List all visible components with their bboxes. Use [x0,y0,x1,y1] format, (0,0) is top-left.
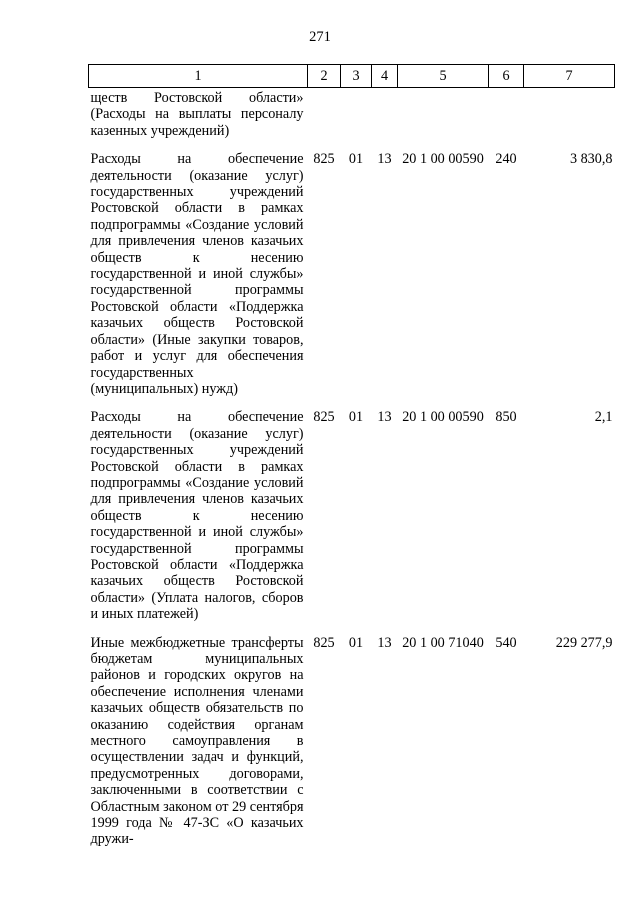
row-target-article [398,88,489,150]
row-description: Иные межбюджетные трансферты бюджетам муниципальных районов и городских округов на обеспечение исполнения членами казачьих обществ обязательств по оказанию содействия органам местного самоуправления в осуществлении задач и функций, предусмотренных договорами, заключенными в соответствии с Областным законом от 29 сентября 1999 года № 47-ЗС «О казачьих дружи- [90,634,304,848]
row-description: Расходы на обеспечение деятельности (оказание услуг) государственных учреждений Ростовской области в рамках подпрограммы «Создание условий для привлечения членов казачьих обществ к несению государственной и иной службы» государственной программы Ростовской области «Поддержка казачьих обществ Ростовской области» (Уплата налогов, сборов и иных платежей) [90,409,304,623]
row-subsection-code: 13 [377,409,392,426]
row-subsection-code: 13 [377,634,392,651]
row-ministry-code: 825 [313,409,335,426]
header-col-2: 2 [308,65,341,88]
row-target-article: 20 1 00 00590 [402,409,484,426]
header-col-1: 1 [89,65,308,88]
row-amount: 3 830,8 [569,151,613,168]
row-expense-type: 540 [495,634,517,651]
table-row [89,149,615,407]
row-section-code: 01 [348,409,364,426]
table-row [89,88,615,150]
row-ministry-code: 825 [313,634,335,651]
row-amount [524,88,615,150]
row-section-code: 01 [348,634,364,651]
header-col-7: 7 [524,65,615,88]
row-section-code [341,88,372,150]
row-expense-type: 850 [495,409,517,426]
row-section-code: 01 [348,151,364,168]
row-subsection-code: 13 [377,151,392,168]
row-subsection-code [372,88,398,150]
row-amount: 229 277,9 [555,634,613,651]
header-col-4: 4 [372,65,398,88]
row-amount: 2,1 [594,409,613,426]
row-description: ществ Ростовской области» (Расходы на выплаты персоналу казенных учреждений) [90,90,304,139]
header-col-3: 3 [341,65,372,88]
table-row [89,633,615,850]
row-target-article: 20 1 00 00590 [402,151,484,168]
budget-table [88,64,615,850]
row-target-article: 20 1 00 71040 [402,634,484,651]
page-number: 271 [309,29,331,45]
header-row [89,65,615,88]
table-row [89,407,615,632]
row-ministry-code [308,88,341,150]
row-ministry-code: 825 [313,151,335,168]
header-col-5: 5 [398,65,489,88]
row-expense-type [489,88,524,150]
header-col-6: 6 [489,65,524,88]
row-expense-type: 240 [495,151,517,168]
row-description: Расходы на обеспечение деятельности (оказание услуг) государственных учреждений Ростовской области в рамках подпрограммы «Создание условий для привлечения членов казачьих обществ к несению государственной и иной службы» государственной программы Ростовской области «Поддержка казачьих обществ Ростовской области» (Иные закупки товаров, работ и услуг для обеспечения государственных (муниципальных) нужд) [90,151,304,397]
